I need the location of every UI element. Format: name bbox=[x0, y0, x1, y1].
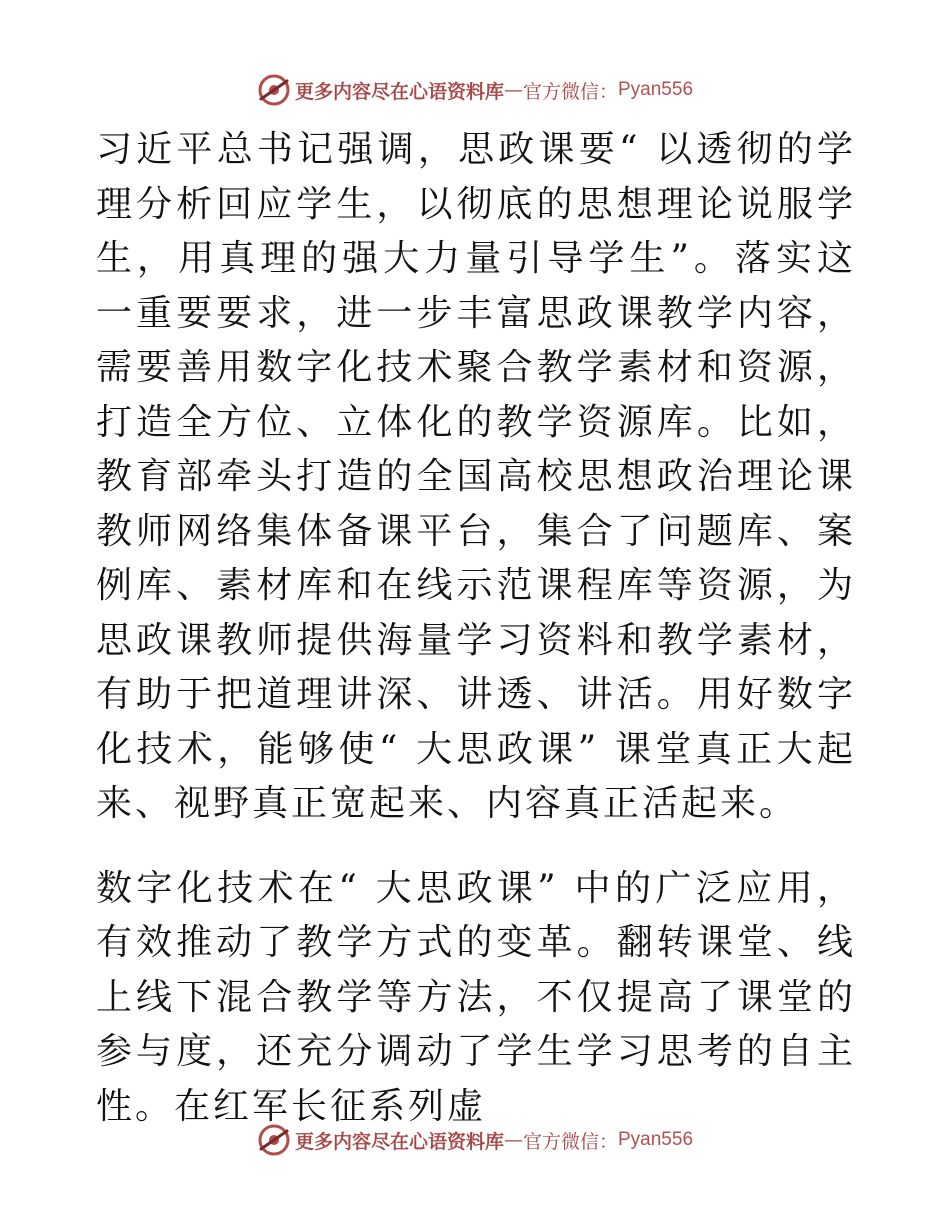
footer-banner-wechat-id: Pyan556 bbox=[618, 1129, 694, 1150]
footer-banner-title: 更多内容尽在心语资料库 bbox=[294, 1130, 504, 1153]
banner-separator: — bbox=[503, 79, 523, 101]
banner-wechat-id: Pyan556 bbox=[618, 79, 694, 100]
logo-icon bbox=[257, 1123, 291, 1157]
banner-subtitle: 官方微信： bbox=[522, 80, 618, 103]
paragraph-1: 习近平总书记强调，思政课要“ 以透彻的学理分析回应学生，以彻底的思想理论说服学生，用真理的强大力量引导学生”。落实这一重要要求，进一步丰富思政课教学内容，需要善用数字化技术聚合教学素材和资源，打造全方位、立体化的教学资源库。比如，教育部牵头打造的全国高校思想政治理论课教师网络集体备课平台，集合了问题库、案例库、素材库和在线示范课程库等资源，为思政课教师提供海量学习资料和教学素材，有助于把道理讲深、讲透、讲活。用好数字化技术，能够使“ 大思政课” 课堂真正大起来、视野真正宽起来、内容真正活起来。 bbox=[96, 129, 856, 824]
paragraph-2: 数字化技术在“ 大思政课” 中的广泛应用，有效推动了教学方式的变革。翻转课堂、线上线下混合教学等方法，不仅提高了课堂的参与度，还充分调动了学生学习思考的自主性。在红军长征系列虚 bbox=[96, 867, 856, 1127]
logo-icon bbox=[257, 73, 291, 107]
footer-banner bbox=[0, 1120, 950, 1160]
footer-banner-separator: — bbox=[503, 1129, 523, 1151]
document-body bbox=[96, 123, 856, 1134]
footer-banner-subtitle: 官方微信： bbox=[522, 1130, 618, 1153]
header-banner bbox=[0, 70, 950, 110]
banner-title: 更多内容尽在心语资料库 bbox=[294, 80, 504, 103]
